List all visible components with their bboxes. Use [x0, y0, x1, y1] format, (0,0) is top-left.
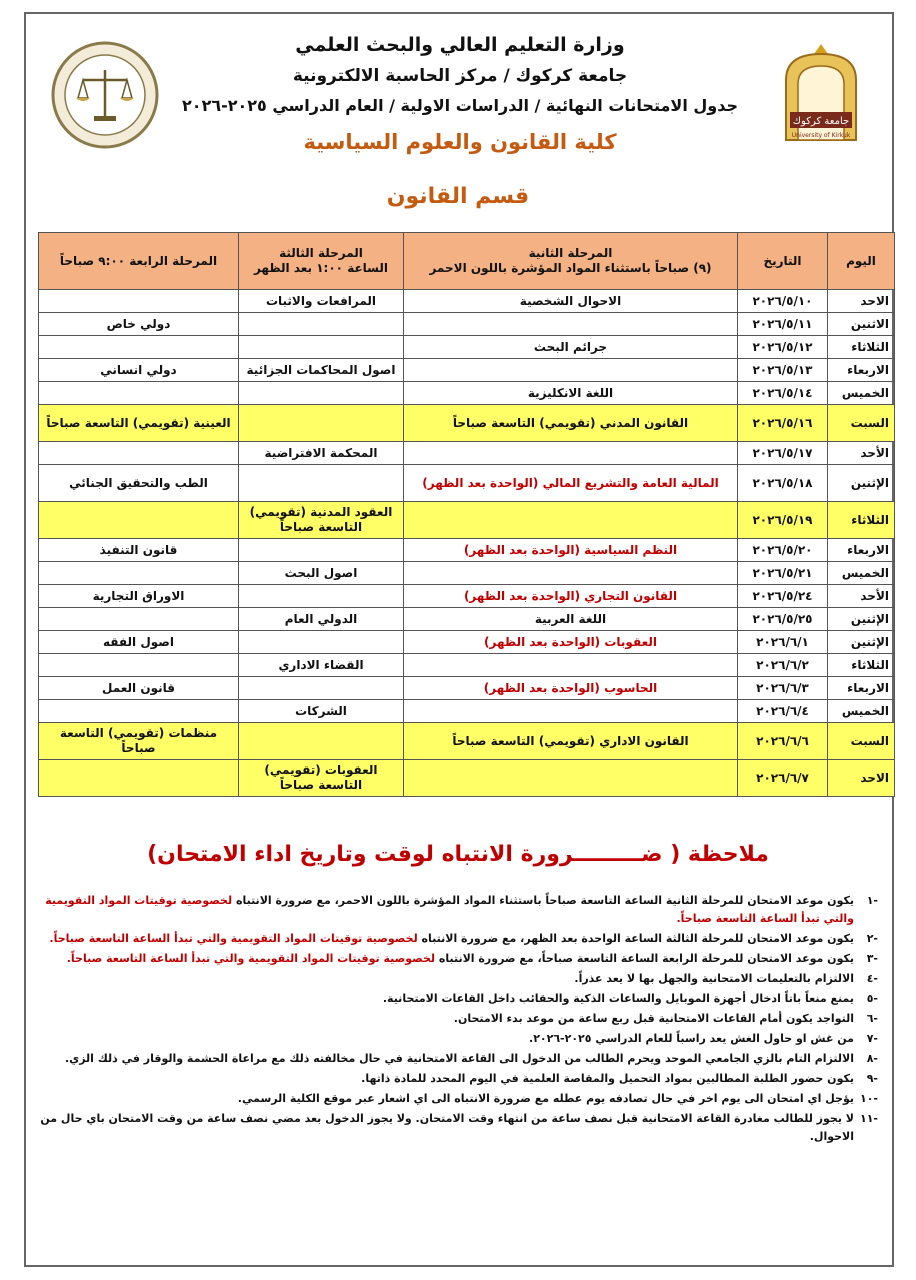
note-text-block	[40, 950, 854, 968]
note-text: لا يجوز للطالب مغادرة القاعة الامتحانية قبل نصف ساعة من انتهاء وقت الامتحان. ولا يجوز الدخول بعد مضي نصف ساعة من وقت الامتحان باي حال من الاحوال.	[40, 1112, 854, 1143]
table-row	[39, 382, 895, 405]
svg-text:جامعة كركوك: جامعة كركوك	[792, 116, 850, 127]
cell-day: الإثنين	[828, 631, 895, 654]
cell-stage3: القضاء الاداري	[239, 654, 404, 677]
cell-stage2	[404, 359, 738, 382]
cell-stage4	[39, 700, 239, 723]
note-title: ملاحظة ( ضـــــــــرورة الانتباه لوقت وتاريخ اداء الامتحان)	[147, 842, 769, 867]
cell-date: ٢٠٢٦/٥/١١	[738, 313, 828, 336]
cell-stage3	[239, 539, 404, 562]
note-text: يكون موعد الامتحان للمرحلة الثانية الساعة التاسعة صباحاً باستثناء المواد المؤشرة باللون الاحمر، مع ضرورة الانتباه	[232, 894, 854, 907]
note-item	[40, 1070, 878, 1088]
note-text: الالتزام التام بالزي الجامعي الموحد ويحرم الطالب من الدخول الى القاعة الامتحانية في حال مخالفته ذلك مع مراعاة الحشمة والوقار في ذلك الزي.	[64, 1052, 854, 1065]
cell-day: الخميس	[828, 562, 895, 585]
note-number: -٧	[866, 1032, 878, 1045]
cell-stage2: اللغة الانكليزية	[404, 382, 738, 405]
schedule-title: جدول الامتحانات النهائية / الدراسات الاولية / العام الدراسي ٢٠٢٥-٢٠٢٦	[182, 96, 738, 115]
cell-stage3	[239, 382, 404, 405]
cell-stage2: الحاسوب (الواحدة بعد الظهر)	[404, 677, 738, 700]
cell-date: ٢٠٢٦/٥/١٧	[738, 442, 828, 465]
table-row	[39, 359, 895, 382]
note-item	[40, 930, 878, 948]
cell-stage2: اللغة العربية	[404, 608, 738, 631]
note-text-block	[40, 930, 854, 948]
department-title: قسم القانون	[386, 184, 530, 209]
note-item	[40, 892, 878, 928]
note-red-text: لخصوصية توقيتات المواد التقويمية والتي تبدأ الساعة التاسعة صباحاً.	[66, 952, 436, 965]
note-red-text: لخصوصية توقيتات المواد التقويمية والتي تبدأ الساعة التاسعة صباحاً.	[49, 932, 418, 945]
table-row	[39, 585, 895, 608]
note-number: -٩	[866, 1072, 878, 1085]
table-row	[39, 608, 895, 631]
note-number: -٢	[866, 932, 878, 945]
cell-day: الإثنين	[828, 608, 895, 631]
cell-stage4	[39, 654, 239, 677]
cell-stage4	[39, 502, 239, 539]
cell-stage3	[239, 336, 404, 359]
cell-stage3: العقود المدنية (تقويمي) التاسعة صباحاً	[239, 502, 404, 539]
cell-day: الأحد	[828, 585, 895, 608]
cell-stage4: منظمات (تقويمي) التاسعة صباحاً	[39, 723, 239, 760]
header-stage2: المرحلة الثانية (٩) صباحاً باستثناء المواد المؤشرة باللون الاحمر	[404, 233, 738, 290]
note-number: -٤	[866, 972, 878, 985]
table-row	[39, 539, 895, 562]
note-text-block	[40, 970, 854, 988]
note-item	[40, 970, 878, 988]
cell-date: ٢٠٢٦/٥/١٤	[738, 382, 828, 405]
cell-day: الثلاثاء	[828, 654, 895, 677]
cell-stage3	[239, 631, 404, 654]
note-text-block	[40, 1030, 854, 1048]
note-text: من غش او حاول الغش يعد راسباً للعام الدراسي ٢٠٢٥-٢٠٢٦.	[529, 1032, 854, 1045]
cell-day: الثلاثاء	[828, 502, 895, 539]
cell-date: ٢٠٢٦/٦/٧	[738, 760, 828, 797]
college-title: كلية القانون والعلوم السياسية	[303, 130, 617, 154]
header-date: التاريخ	[738, 233, 828, 290]
table-row	[39, 631, 895, 654]
table-row	[39, 562, 895, 585]
cell-day: الاربعاء	[828, 359, 895, 382]
note-text: يكون حضور الطلبة المطالبين بمواد التحميل والمقاصة العلمية في اليوم المحدد للمادة ذاتها.	[361, 1072, 854, 1085]
table-row	[39, 700, 895, 723]
cell-stage2: الاحوال الشخصية	[404, 290, 738, 313]
cell-stage2: جرائم البحث	[404, 336, 738, 359]
note-text: يؤجل اي امتحان الى يوم اخر في حال تصادفه يوم عطله مع ضرورة الانتباه الى اي اشعار عبر موقع الكلية الرسمي.	[237, 1092, 854, 1105]
note-item	[40, 1030, 878, 1048]
cell-date: ٢٠٢٦/٥/١٣	[738, 359, 828, 382]
note-red-text: لخصوصية توقيتات المواد التقويمية والتي تبدأ الساعة التاسعة صباحاً.	[45, 894, 854, 925]
note-text-block	[40, 1110, 854, 1146]
note-text-block	[40, 990, 854, 1008]
cell-stage3	[239, 405, 404, 442]
table-row	[39, 502, 895, 539]
header-day: اليوم	[828, 233, 895, 290]
cell-stage4: دولي خاص	[39, 313, 239, 336]
notes-list	[40, 892, 878, 1148]
note-text-block	[40, 1010, 854, 1028]
note-number: -٨	[866, 1052, 878, 1065]
table-header-row	[39, 233, 895, 290]
cell-stage4	[39, 562, 239, 585]
cell-date: ٢٠٢٦/٥/١٨	[738, 465, 828, 502]
cell-stage4: قانون العمل	[39, 677, 239, 700]
document-header	[30, 22, 890, 162]
cell-stage3: اصول البحث	[239, 562, 404, 585]
note-item	[40, 1050, 878, 1068]
table-row	[39, 313, 895, 336]
note-text-block	[40, 1090, 854, 1108]
note-text: التواجد يكون أمام القاعات الامتحانية قبل ربع ساعة من موعد بدء الامتحان.	[453, 1012, 854, 1025]
exam-schedule-table	[38, 232, 895, 797]
cell-stage2: النظم السياسية (الواحدة بعد الظهر)	[404, 539, 738, 562]
cell-stage3: اصول المحاكمات الجزائية	[239, 359, 404, 382]
note-number: -١	[866, 894, 878, 907]
cell-day: الاربعاء	[828, 539, 895, 562]
cell-stage4: دولي انساني	[39, 359, 239, 382]
note-text-block	[40, 892, 854, 928]
cell-stage3	[239, 585, 404, 608]
note-text: يكون موعد الامتحان للمرحلة الرابعة الساعة التاسعة صباحاً، مع ضرورة الانتباه	[435, 952, 854, 965]
cell-stage2	[404, 760, 738, 797]
note-item	[40, 950, 878, 968]
note-item	[40, 1110, 878, 1146]
cell-stage2	[404, 442, 738, 465]
note-text: يكون موعد الامتحان للمرحلة الثالثة الساعة الواحدة بعد الظهر، مع ضرورة الانتباه	[417, 932, 854, 945]
cell-date: ٢٠٢٦/٥/١٦	[738, 405, 828, 442]
table-row	[39, 654, 895, 677]
note-number: -٥	[866, 992, 878, 1005]
cell-stage2: القانون المدني (تقويمي) التاسعة صباحاً	[404, 405, 738, 442]
note-text: يمنع منعاً باتاً ادخال أجهزة الموبايل والساعات الذكية والحقائب داخل القاعات الامتحانية.	[382, 992, 854, 1005]
note-number: -١١	[859, 1112, 878, 1125]
header-stage3: المرحلة الثالثة الساعة ١:٠٠ بعد الظهر	[239, 233, 404, 290]
cell-stage4	[39, 442, 239, 465]
cell-stage3	[239, 313, 404, 336]
cell-day: الإثنين	[828, 465, 895, 502]
cell-date: ٢٠٢٦/٥/٢٥	[738, 608, 828, 631]
cell-date: ٢٠٢٦/٥/٢٠	[738, 539, 828, 562]
cell-date: ٢٠٢٦/٥/١٩	[738, 502, 828, 539]
cell-day: الاحد	[828, 290, 895, 313]
cell-stage4	[39, 336, 239, 359]
table-row	[39, 405, 895, 442]
cell-stage3: العقوبات (تقويمي) التاسعة صباحاً	[239, 760, 404, 797]
svg-text:University of Kirkuk: University of Kirkuk	[791, 132, 851, 139]
note-number: -٦	[866, 1012, 878, 1025]
cell-stage4: الاوراق التجارية	[39, 585, 239, 608]
cell-date: ٢٠٢٦/٥/٢١	[738, 562, 828, 585]
cell-stage3: المرافعات والاثبات	[239, 290, 404, 313]
note-item	[40, 1010, 878, 1028]
cell-stage3	[239, 677, 404, 700]
cell-date: ٢٠٢٦/٥/١٢	[738, 336, 828, 359]
cell-day: الثلاثاء	[828, 336, 895, 359]
cell-stage4	[39, 760, 239, 797]
table-row	[39, 290, 895, 313]
table-row	[39, 677, 895, 700]
cell-date: ٢٠٢٦/٦/٦	[738, 723, 828, 760]
cell-stage2	[404, 562, 738, 585]
cell-stage4	[39, 382, 239, 405]
cell-stage3: المحكمة الافتراضية	[239, 442, 404, 465]
cell-date: ٢٠٢٦/٥/١٠	[738, 290, 828, 313]
table-row	[39, 442, 895, 465]
cell-day: الخميس	[828, 700, 895, 723]
cell-date: ٢٠٢٦/٥/٢٤	[738, 585, 828, 608]
note-item	[40, 1090, 878, 1108]
cell-stage2: القانون التجاري (الواحدة بعد الظهر)	[404, 585, 738, 608]
cell-stage4: الطب والتحقيق الجنائي	[39, 465, 239, 502]
cell-day: الاثنين	[828, 313, 895, 336]
cell-stage3: الدولي العام	[239, 608, 404, 631]
note-text-block	[40, 1050, 854, 1068]
cell-day: الاحد	[828, 760, 895, 797]
note-number: -١٠	[859, 1092, 878, 1105]
cell-day: الخميس	[828, 382, 895, 405]
note-item	[40, 990, 878, 1008]
cell-stage2	[404, 700, 738, 723]
cell-date: ٢٠٢٦/٦/١	[738, 631, 828, 654]
cell-stage4	[39, 290, 239, 313]
cell-day: السبت	[828, 405, 895, 442]
cell-date: ٢٠٢٦/٦/٤	[738, 700, 828, 723]
cell-stage3: الشركات	[239, 700, 404, 723]
table-row	[39, 465, 895, 502]
cell-day: السبت	[828, 723, 895, 760]
cell-stage4: اصول الفقه	[39, 631, 239, 654]
university-center: جامعة كركوك / مركز الحاسبة الالكترونية	[292, 66, 628, 86]
cell-stage2: العقوبات (الواحدة بعد الظهر)	[404, 631, 738, 654]
header-stage4: المرحلة الرابعة ٩:٠٠ صباحاً	[39, 233, 239, 290]
cell-stage4	[39, 608, 239, 631]
cell-day: الاربعاء	[828, 677, 895, 700]
cell-stage3	[239, 723, 404, 760]
cell-stage4: قانون التنفيذ	[39, 539, 239, 562]
table-row	[39, 336, 895, 359]
note-text: الالتزام بالتعليمات الامتحانية والجهل بها لا يعد عذراً.	[574, 972, 854, 985]
cell-stage2: المالية العامة والتشريع المالي (الواحدة بعد الظهر)	[404, 465, 738, 502]
note-number: -٣	[866, 952, 878, 965]
cell-stage2	[404, 654, 738, 677]
cell-stage3	[239, 465, 404, 502]
ministry-title: وزارة التعليم العالي والبحث العلمي	[295, 34, 625, 56]
table-row	[39, 760, 895, 797]
cell-day: الأحد	[828, 442, 895, 465]
cell-stage4: العينية (تقويمي) التاسعة صباحاً	[39, 405, 239, 442]
cell-stage2	[404, 313, 738, 336]
cell-date: ٢٠٢٦/٦/٢	[738, 654, 828, 677]
note-text-block	[40, 1070, 854, 1088]
table-row	[39, 723, 895, 760]
cell-stage2	[404, 502, 738, 539]
cell-date: ٢٠٢٦/٦/٣	[738, 677, 828, 700]
cell-stage2: القانون الاداري (تقويمي) التاسعة صباحاً	[404, 723, 738, 760]
